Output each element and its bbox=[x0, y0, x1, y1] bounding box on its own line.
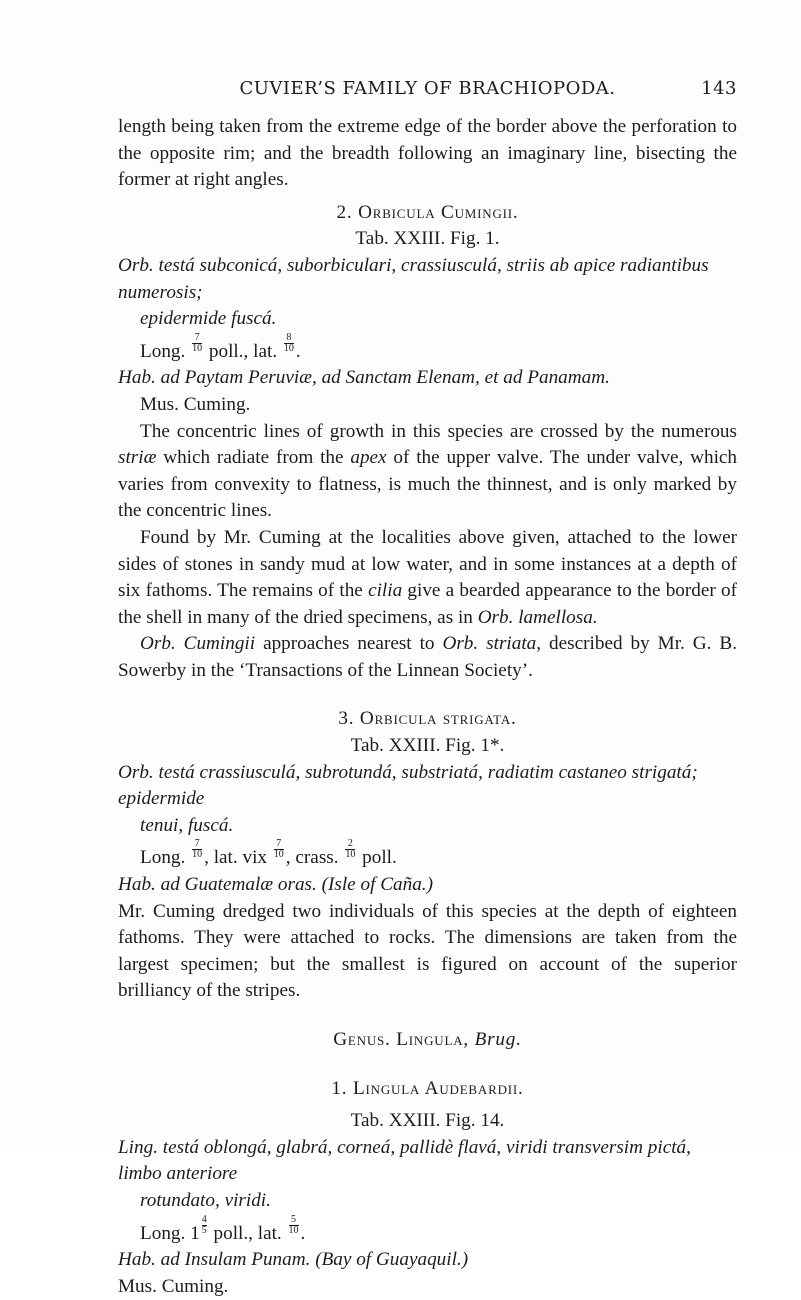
unit-label: poll., lat. bbox=[208, 340, 278, 362]
long-label: Long. bbox=[140, 340, 186, 362]
numerator: 5 bbox=[291, 1213, 297, 1225]
fraction bbox=[192, 839, 202, 860]
text-run: The concentric lines of growth in this species are crossed by the numerous bbox=[140, 420, 737, 442]
numerator: 4 bbox=[201, 1213, 207, 1225]
latin-diagnosis bbox=[118, 1135, 737, 1215]
page-body bbox=[118, 114, 737, 1300]
denominator: 10 bbox=[273, 849, 284, 861]
body-paragraph bbox=[118, 419, 737, 525]
dimensions: Long. $\frac{7}{10}$ poll., lat. $\frac{8}{10}$ . bbox=[140, 331, 301, 362]
latin-diagnosis bbox=[118, 760, 737, 840]
text-run: cilia bbox=[368, 580, 403, 602]
intro-paragraph: length being taken from the extreme edge of the border above the perforation to the opposite rim; and the breadth following an imaginary line, bisecting the former at right angles. bbox=[118, 116, 737, 191]
text-run: approaches nearest to bbox=[255, 633, 443, 655]
museum: Mus. Cuming. bbox=[118, 1275, 229, 1297]
lat-label: , lat. vix bbox=[204, 847, 267, 869]
habitat: Hab. ad Paytam Peruviæ, ad Sanctam Elenam, et ad Panamam. bbox=[118, 367, 610, 389]
running-title: CUVIER’S FAMILY OF BRACHIOPODA. bbox=[239, 78, 616, 99]
text-run: Orb. Cumingii bbox=[140, 633, 256, 655]
diagnosis-line: tenui, fuscá. bbox=[140, 814, 234, 836]
latin-diagnosis bbox=[118, 253, 737, 333]
habitat: Hab. ad Insulam Punam. (Bay of Guayaquil.) bbox=[118, 1249, 469, 1271]
plate-reference: Tab. XXIII. Fig. 1*. bbox=[350, 735, 505, 757]
text-run: Brug. bbox=[474, 1029, 522, 1050]
diagnosis-line: Orb. testá crassiusculá, subrotundá, substriatá, radiatim castaneo strigatá; epidermide bbox=[118, 761, 698, 810]
unit-label: poll., lat. bbox=[213, 1222, 282, 1244]
text-run: Found by Mr. Cuming at the localities above given, attached to the lower sides of stones in sandy mud at low water, and in some instances at a depth of six fathoms. The remains of the bbox=[118, 526, 737, 602]
unit-label: poll. bbox=[362, 847, 397, 869]
denominator: 10 bbox=[283, 342, 294, 354]
text-run: described by Mr. G. B. Sowerby in the ‘Transactions of the Linnean Society’. bbox=[118, 633, 737, 681]
habitat: Hab. ad Guatemalæ oras. (Isle of Caña.) bbox=[118, 874, 433, 896]
denominator: 10 bbox=[288, 1224, 299, 1236]
numerator: 7 bbox=[194, 838, 200, 850]
fraction bbox=[192, 333, 202, 354]
denominator: 5 bbox=[201, 1224, 207, 1236]
text-run: striæ bbox=[118, 447, 157, 469]
denominator: 10 bbox=[192, 849, 203, 861]
fraction bbox=[202, 1215, 207, 1236]
denominator: 10 bbox=[345, 849, 356, 861]
denominator: 10 bbox=[192, 342, 203, 354]
diagnosis-line: epidermide fuscá. bbox=[140, 308, 277, 330]
fraction bbox=[289, 1215, 299, 1236]
numerator: 2 bbox=[347, 838, 353, 850]
fraction bbox=[274, 839, 284, 860]
text-run: Orb. lamellosa. bbox=[477, 606, 598, 628]
species-heading-orbicula-cumingii: 2. Orbicula Cumingii. bbox=[336, 201, 519, 223]
text-run: give a bearded appearance to the border of the shell in many of the dried specimens, as in bbox=[118, 580, 738, 628]
diagnosis-line: rotundato, viridi. bbox=[140, 1189, 271, 1211]
fraction bbox=[345, 839, 355, 860]
plate-reference: Tab. XXIII. Fig. 14. bbox=[350, 1110, 505, 1132]
text-run: Lingula, bbox=[396, 1029, 475, 1050]
body-paragraph: Mr. Cuming dredged two individuals of this species at the depth of eighteen fathoms. They were attached to rocks. The dimensions are taken from the largest specimen; but the smallest is figured on account of the superior brilliancy of the stripes. bbox=[118, 900, 737, 1002]
long-label: Long. bbox=[140, 847, 186, 869]
page-number: 143 bbox=[701, 78, 737, 99]
text-run: Orb. striata, bbox=[442, 633, 542, 655]
long-label: Long. 1 bbox=[140, 1222, 200, 1244]
dimensions bbox=[118, 839, 737, 872]
species-heading-lingula-audebardii: 1. Lingula Audebardii. bbox=[331, 1077, 524, 1099]
text-run: Genus. bbox=[333, 1029, 397, 1050]
diagnosis-line: Ling. testá oblongá, glabrá, corneá, pallidè flavá, viridi transversim pictá, limbo anteriore bbox=[118, 1136, 691, 1185]
dimensions: Long. 1 $\frac{4}{5}$ poll., lat. $\frac{5}{10}$ . bbox=[140, 1213, 306, 1244]
text-run: apex bbox=[350, 447, 387, 469]
genus-heading bbox=[118, 1027, 737, 1054]
numerator: 7 bbox=[276, 838, 282, 850]
museum: Mus. Cuming. bbox=[140, 393, 251, 415]
diagnosis-line: Orb. testá subconicá, suborbiculari, crassiusculá, striis ab apice radiantibus numerosis; bbox=[118, 254, 709, 303]
body-paragraph bbox=[118, 631, 737, 684]
species-heading-orbicula-strigata: 3. Orbicula strigata. bbox=[338, 708, 517, 730]
plate-reference: Tab. XXIII. Fig. 1. bbox=[355, 228, 500, 250]
fraction bbox=[284, 333, 294, 354]
running-header bbox=[118, 78, 737, 104]
numerator: 7 bbox=[194, 331, 200, 343]
text-run: which radiate from the bbox=[156, 447, 351, 469]
numerator: 8 bbox=[286, 331, 292, 343]
body-paragraph bbox=[118, 525, 737, 631]
text-run: of the upper valve. The under valve, which varies from convexity to flatness, is much the thinnest, and is only marked by the concentric lines. bbox=[118, 447, 738, 522]
crass-label: , crass. bbox=[285, 847, 339, 869]
